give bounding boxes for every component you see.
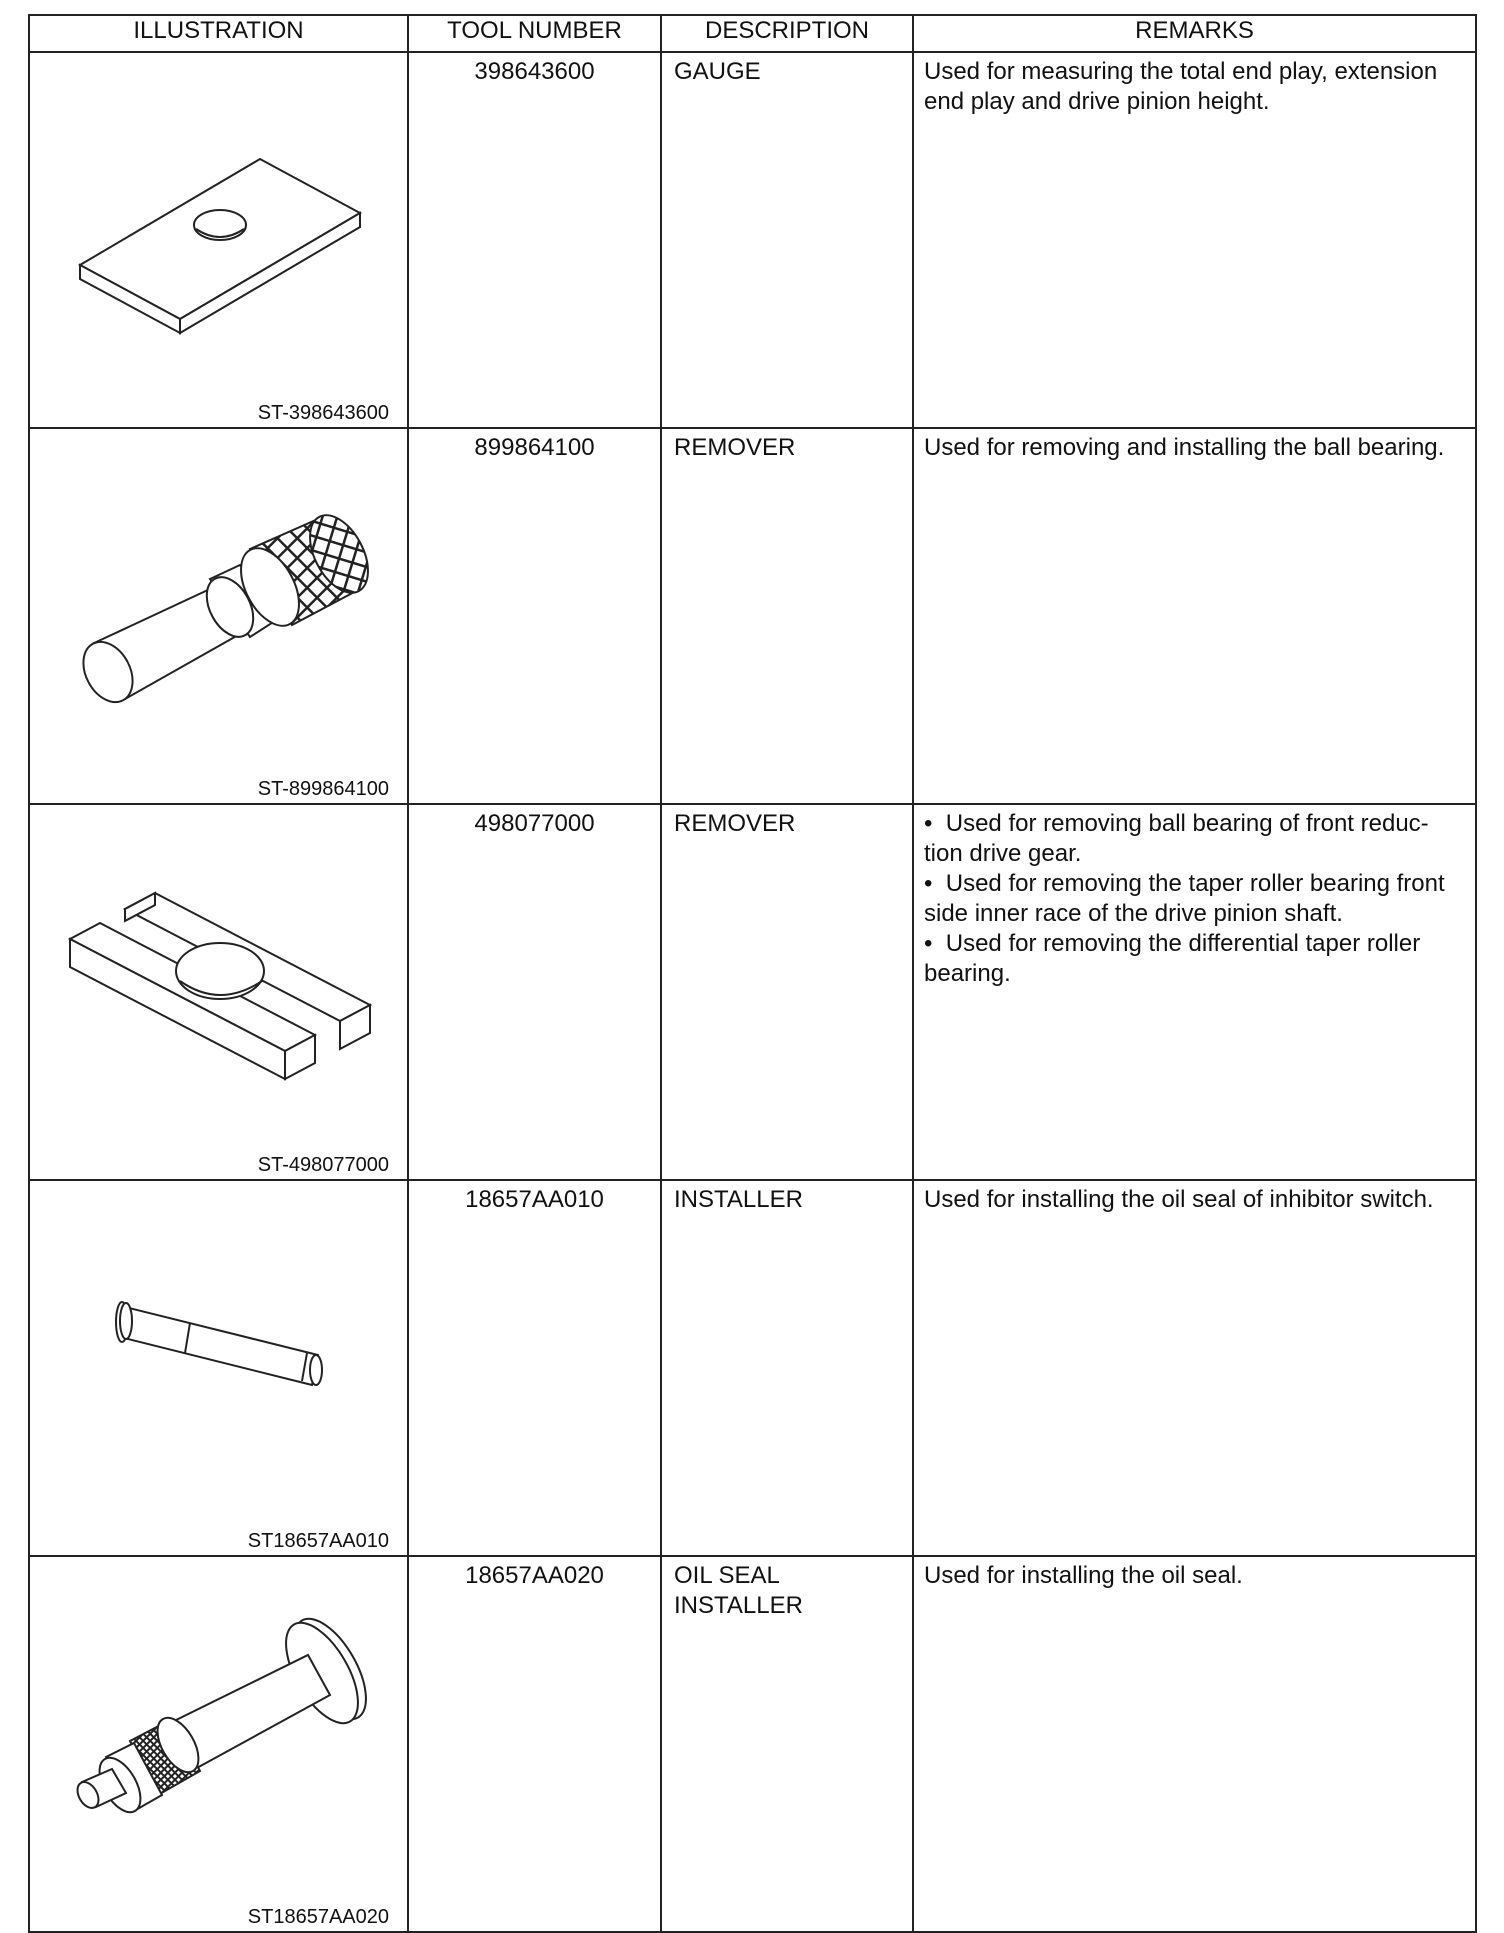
tool-remarks: Used for installing the oil seal of inhibitor switch. — [913, 1180, 1476, 1556]
table-row — [29, 1556, 1476, 1932]
illustration-code: ST-398643600 — [257, 402, 389, 424]
illustration-code: ST-498077000 — [257, 1154, 389, 1176]
illustration-code: ST-899864100 — [257, 778, 389, 800]
illustration-cell — [29, 428, 408, 804]
remark-bullet: • Used for removing ball bearing of front reduc-tion drive gear. — [924, 809, 1465, 869]
tools-table — [28, 14, 1477, 1933]
tool-number: 18657AA020 — [408, 1556, 661, 1932]
tool-remarks: Used for installing the oil seal. — [913, 1556, 1476, 1932]
tool-number: 498077000 — [408, 804, 661, 1180]
tool-description: GAUGE — [661, 52, 913, 428]
tool-description: REMOVER — [661, 804, 913, 1180]
tool-number: 899864100 — [408, 428, 661, 804]
illustration-cell — [29, 52, 408, 428]
illustration-code: ST18657AA010 — [247, 1530, 389, 1552]
installer-illustration — [30, 1181, 405, 1547]
remark-bullet: • Used for removing the differential taper roller bearing. — [924, 929, 1465, 989]
table-row — [29, 804, 1476, 1180]
tool-remarks — [913, 804, 1476, 1180]
remark-bullet: • Used for removing the taper roller bearing front side inner race of the drive pinion shaft. — [924, 869, 1465, 929]
header-tool-number: TOOL NUMBER — [408, 15, 661, 52]
header-description: DESCRIPTION — [661, 15, 913, 52]
table-row — [29, 1180, 1476, 1556]
knurled-remover-illustration — [30, 429, 405, 795]
header-remarks: REMARKS — [913, 15, 1476, 52]
illustration-cell — [29, 1180, 408, 1556]
tool-description: REMOVER — [661, 428, 913, 804]
tool-remarks: Used for measuring the total end play, extension end play and drive pinion height. — [913, 52, 1476, 428]
illustration-cell — [29, 1556, 408, 1932]
tool-remarks: Used for removing and installing the ball bearing. — [913, 428, 1476, 804]
tool-description: OIL SEAL INSTALLER — [661, 1556, 913, 1932]
gauge-plate-illustration — [30, 53, 405, 419]
illustration-code: ST18657AA020 — [247, 1906, 389, 1928]
oil-seal-installer-illustration — [30, 1557, 405, 1923]
split-plate-remover-illustration — [30, 805, 405, 1171]
illustration-cell — [29, 804, 408, 1180]
table-row — [29, 52, 1476, 428]
table-row — [29, 428, 1476, 804]
tool-description: INSTALLER — [661, 1180, 913, 1556]
tool-number: 18657AA010 — [408, 1180, 661, 1556]
header-row — [29, 15, 1476, 52]
header-illustration: ILLUSTRATION — [29, 15, 408, 52]
tool-number: 398643600 — [408, 52, 661, 428]
